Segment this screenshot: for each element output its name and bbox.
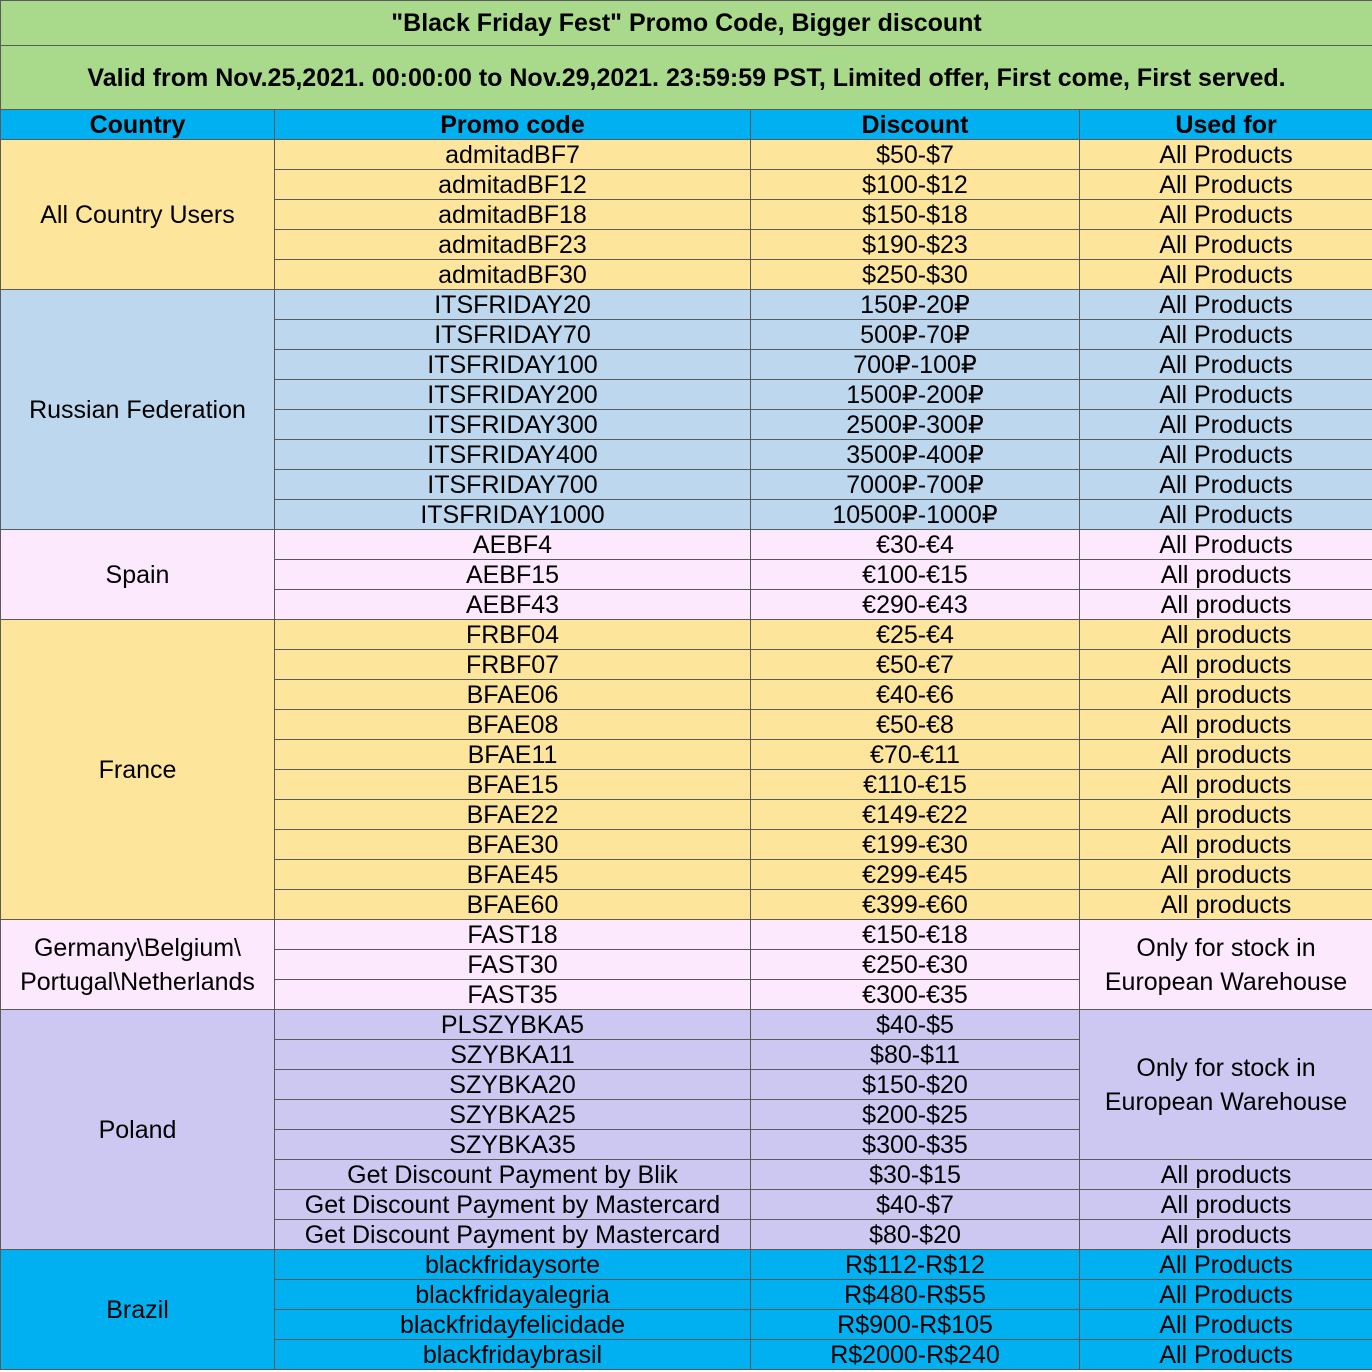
discount-cell: €150-€18 — [751, 920, 1080, 950]
table-row — [1, 290, 1372, 320]
discount-cell: €110-€15 — [751, 770, 1080, 800]
promo-code-cell: admitadBF12 — [275, 170, 751, 200]
promo-code-cell: BFAE11 — [275, 740, 751, 770]
discount-cell: $50-$7 — [751, 140, 1080, 170]
promo-code-cell: admitadBF7 — [275, 140, 751, 170]
used-for-cell: All Products — [1080, 170, 1372, 200]
promo-code-cell: BFAE22 — [275, 800, 751, 830]
used-for-cell: All products — [1080, 770, 1372, 800]
discount-cell: 3500₽-400₽ — [751, 440, 1080, 470]
country-cell: Germany\Belgium\ Portugal\Netherlands — [1, 920, 275, 1010]
discount-cell: R$112-R$12 — [751, 1250, 1080, 1280]
used-for-cell: All Products — [1080, 320, 1372, 350]
used-for-cell: All products — [1080, 800, 1372, 830]
country-cell: France — [1, 620, 275, 920]
discount-cell: 1500₽-200₽ — [751, 380, 1080, 410]
country-cell: Poland — [1, 1010, 275, 1250]
discount-cell: €149-€22 — [751, 800, 1080, 830]
used-for-cell: All Products — [1080, 200, 1372, 230]
used-for-cell: All products — [1080, 560, 1372, 590]
header-promo-code: Promo code — [275, 110, 751, 140]
used-for-cell: All products — [1080, 830, 1372, 860]
country-cell: All Country Users — [1, 140, 275, 290]
used-for-cell: All Products — [1080, 470, 1372, 500]
promo-table-body — [1, 1, 1372, 1370]
discount-cell: $40-$7 — [751, 1190, 1080, 1220]
promo-code-cell: ITSFRIDAY20 — [275, 290, 751, 320]
promo-code-cell: AEBF4 — [275, 530, 751, 560]
discount-cell: R$2000-R$240 — [751, 1340, 1080, 1370]
discount-cell: €50-€8 — [751, 710, 1080, 740]
validity-row — [1, 46, 1372, 110]
discount-cell: 10500₽-1000₽ — [751, 500, 1080, 530]
promo-code-cell: SZYBKA11 — [275, 1040, 751, 1070]
discount-cell: $40-$5 — [751, 1010, 1080, 1040]
promo-code-cell: ITSFRIDAY70 — [275, 320, 751, 350]
promo-code-cell: BFAE15 — [275, 770, 751, 800]
promo-code-cell: PLSZYBKA5 — [275, 1010, 751, 1040]
page-title: "Black Friday Fest" Promo Code, Bigger discount — [1, 1, 1372, 46]
promo-code-cell: Get Discount Payment by Blik — [275, 1160, 751, 1190]
header-row — [1, 110, 1372, 140]
discount-cell: $30-$15 — [751, 1160, 1080, 1190]
used-for-cell: All products — [1080, 890, 1372, 920]
promo-code-cell: BFAE60 — [275, 890, 751, 920]
used-for-cell: All products — [1080, 620, 1372, 650]
discount-cell: $150-$18 — [751, 200, 1080, 230]
used-for-cell: All products — [1080, 1220, 1372, 1250]
used-for-cell: All Products — [1080, 230, 1372, 260]
used-for-cell: All Products — [1080, 1340, 1372, 1370]
table-row — [1, 1010, 1372, 1040]
discount-cell: $300-$35 — [751, 1130, 1080, 1160]
promo-code-cell: ITSFRIDAY1000 — [275, 500, 751, 530]
used-for-cell: All products — [1080, 710, 1372, 740]
promo-code-cell: ITSFRIDAY200 — [275, 380, 751, 410]
used-for-cell: All products — [1080, 1190, 1372, 1220]
used-for-cell: All Products — [1080, 380, 1372, 410]
promo-code-cell: Get Discount Payment by Mastercard — [275, 1190, 751, 1220]
discount-cell: 7000₽-700₽ — [751, 470, 1080, 500]
table-row — [1, 620, 1372, 650]
promo-code-cell: AEBF43 — [275, 590, 751, 620]
used-for-cell: All Products — [1080, 350, 1372, 380]
promo-code-cell: blackfridayfelicidade — [275, 1310, 751, 1340]
discount-cell: €199-€30 — [751, 830, 1080, 860]
used-for-cell: All products — [1080, 740, 1372, 770]
used-for-cell: All Products — [1080, 140, 1372, 170]
discount-cell: €300-€35 — [751, 980, 1080, 1010]
promo-code-cell: blackfridaysorte — [275, 1250, 751, 1280]
discount-cell: $100-$12 — [751, 170, 1080, 200]
discount-cell: €25-€4 — [751, 620, 1080, 650]
table-row — [1, 1250, 1372, 1280]
used-for-cell: Only for stock in European Warehouse — [1080, 1010, 1372, 1160]
promo-code-cell: admitadBF30 — [275, 260, 751, 290]
table-row — [1, 530, 1372, 560]
discount-cell: €250-€30 — [751, 950, 1080, 980]
promo-code-cell: SZYBKA20 — [275, 1070, 751, 1100]
used-for-cell: All products — [1080, 650, 1372, 680]
discount-cell: €299-€45 — [751, 860, 1080, 890]
discount-cell: 700₽-100₽ — [751, 350, 1080, 380]
discount-cell: $80-$11 — [751, 1040, 1080, 1070]
title-row — [1, 1, 1372, 46]
discount-cell: $250-$30 — [751, 260, 1080, 290]
promo-code-cell: SZYBKA25 — [275, 1100, 751, 1130]
promo-code-cell: BFAE08 — [275, 710, 751, 740]
discount-cell: €40-€6 — [751, 680, 1080, 710]
promo-code-cell: FAST18 — [275, 920, 751, 950]
promo-code-cell: ITSFRIDAY300 — [275, 410, 751, 440]
discount-cell: €290-€43 — [751, 590, 1080, 620]
promo-code-cell: admitadBF23 — [275, 230, 751, 260]
discount-cell: €70-€11 — [751, 740, 1080, 770]
header-used-for: Used for — [1080, 110, 1372, 140]
used-for-cell: All Products — [1080, 440, 1372, 470]
promo-code-cell: blackfridayalegria — [275, 1280, 751, 1310]
promo-code-cell: ITSFRIDAY700 — [275, 470, 751, 500]
discount-cell: €100-€15 — [751, 560, 1080, 590]
used-for-cell: All Products — [1080, 260, 1372, 290]
country-cell: Russian Federation — [1, 290, 275, 530]
used-for-cell: All products — [1080, 1160, 1372, 1190]
discount-cell: R$900-R$105 — [751, 1310, 1080, 1340]
discount-cell: $200-$25 — [751, 1100, 1080, 1130]
promo-code-cell: AEBF15 — [275, 560, 751, 590]
discount-cell: $190-$23 — [751, 230, 1080, 260]
promo-code-cell: FAST35 — [275, 980, 751, 1010]
promo-code-cell: ITSFRIDAY100 — [275, 350, 751, 380]
discount-cell: 500₽-70₽ — [751, 320, 1080, 350]
used-for-cell: All Products — [1080, 410, 1372, 440]
used-for-cell: All Products — [1080, 1310, 1372, 1340]
promo-code-cell: Get Discount Payment by Mastercard — [275, 1220, 751, 1250]
country-cell: Brazil — [1, 1250, 275, 1370]
used-for-cell: All Products — [1080, 500, 1372, 530]
promo-code-cell: admitadBF18 — [275, 200, 751, 230]
used-for-cell: Only for stock in European Warehouse — [1080, 920, 1372, 1010]
discount-cell: $150-$20 — [751, 1070, 1080, 1100]
discount-cell: €399-€60 — [751, 890, 1080, 920]
discount-cell: 2500₽-300₽ — [751, 410, 1080, 440]
used-for-cell: All Products — [1080, 1250, 1372, 1280]
discount-cell: €50-€7 — [751, 650, 1080, 680]
table-row — [1, 920, 1372, 950]
promo-code-cell: FRBF04 — [275, 620, 751, 650]
promo-code-cell: SZYBKA35 — [275, 1130, 751, 1160]
used-for-cell: All Products — [1080, 290, 1372, 320]
country-cell: Spain — [1, 530, 275, 620]
discount-cell: $80-$20 — [751, 1220, 1080, 1250]
table-row — [1, 140, 1372, 170]
used-for-cell: All Products — [1080, 1280, 1372, 1310]
header-discount: Discount — [751, 110, 1080, 140]
used-for-cell: All products — [1080, 590, 1372, 620]
used-for-cell: All Products — [1080, 530, 1372, 560]
promo-code-cell: FRBF07 — [275, 650, 751, 680]
promo-code-cell: BFAE06 — [275, 680, 751, 710]
header-country: Country — [1, 110, 275, 140]
promo-code-cell: FAST30 — [275, 950, 751, 980]
discount-cell: R$480-R$55 — [751, 1280, 1080, 1310]
discount-cell: 150₽-20₽ — [751, 290, 1080, 320]
promo-code-cell: BFAE30 — [275, 830, 751, 860]
promo-code-cell: ITSFRIDAY400 — [275, 440, 751, 470]
discount-cell: €30-€4 — [751, 530, 1080, 560]
promo-code-cell: blackfridaybrasil — [275, 1340, 751, 1370]
used-for-cell: All products — [1080, 680, 1372, 710]
used-for-cell: All products — [1080, 860, 1372, 890]
promo-code-cell: BFAE45 — [275, 860, 751, 890]
validity-note: Valid from Nov.25,2021. 00:00:00 to Nov.29,2021. 23:59:59 PST, Limited offer, First come, First served. — [1, 46, 1372, 110]
